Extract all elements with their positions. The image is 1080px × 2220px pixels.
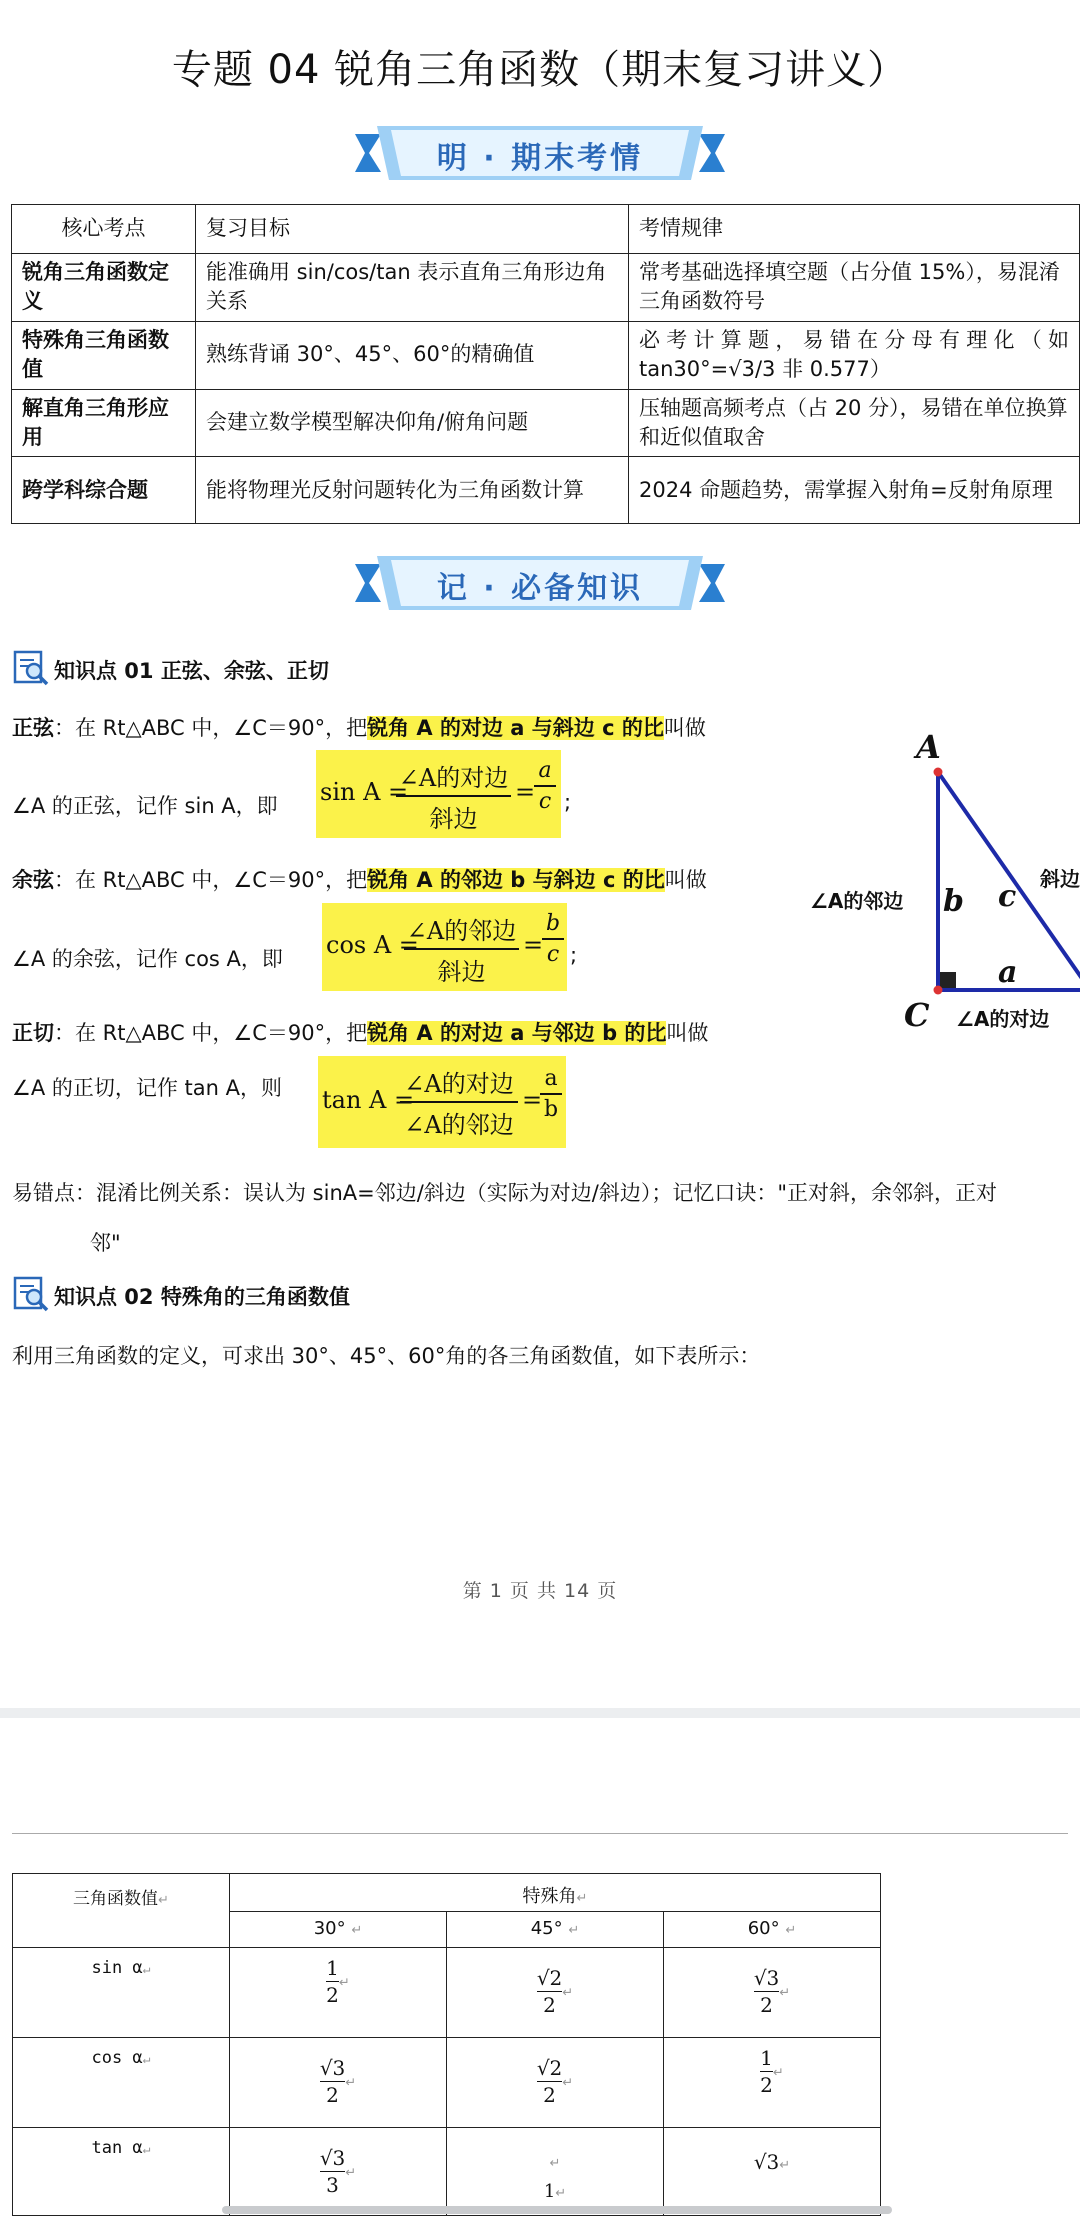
formula-equals: = (523, 931, 544, 959)
angle-header-cell (664, 1912, 881, 1948)
tangent-post: 叫做 (666, 1021, 709, 1045)
special-angle-intro: 利用三角函数的定义，可求出 30°、45°、60°角的各三角函数值，如下表所示： (12, 1344, 761, 1368)
table-cell-topic: 特殊角三角函数值 (12, 321, 196, 389)
angle-header-cell (447, 1912, 664, 1948)
formula-ratio (542, 911, 564, 967)
function-name-cell (13, 2038, 230, 2128)
value-numerator: √3 (319, 2056, 346, 2080)
value-cell (447, 2128, 664, 2216)
semicolon: ; (564, 790, 572, 814)
knowledge-point-title: 知识点 02 特殊角的三角函数值 (54, 1285, 350, 1309)
cosine-text: ：在 Rt△ABC 中，∠C＝90°，把 (54, 868, 368, 892)
paragraph-mark: ↵ (555, 2186, 567, 2201)
fraction-denominator: ∠A的邻边 (404, 1111, 514, 1139)
fraction-bar (534, 785, 556, 787)
value-numerator: √3 (319, 2146, 346, 2170)
corner-text: 三角函数值 (73, 1889, 159, 1909)
table-row (13, 2128, 881, 2216)
value-numerator: √2 (536, 2056, 563, 2080)
paragraph-mark: ↵ (779, 2158, 791, 2173)
semicolon: ; (570, 943, 578, 967)
paragraph-mark: ↵ (779, 1985, 791, 2001)
table-header-cell: 考情规律 (629, 205, 1080, 254)
table-row (13, 1948, 881, 2038)
table-row (12, 457, 1080, 524)
angle-text: 60° (747, 1918, 780, 1939)
table-header-cell: 核心考点 (12, 205, 196, 254)
function-name-cell (13, 2128, 230, 2216)
paragraph-mark: ↵ (345, 2165, 357, 2181)
table-row (12, 389, 1080, 457)
formula-equals: = (522, 1086, 543, 1114)
fraction-denominator: 斜边 (437, 958, 486, 986)
sine-definition-line (12, 712, 706, 742)
cosine-label: 余弦 (12, 868, 54, 892)
sine-notation-text: ∠A 的正弦，记作 sin A，即 (12, 794, 278, 818)
note-line-1: 易错点：混淆比例关系：误认为 sinA=邻边/斜边（实际为对边/斜边）；记忆口诀："正对斜，余邻斜，正对 (12, 1181, 998, 1205)
value-fraction (760, 2046, 773, 2097)
function-name: sin α (91, 1958, 143, 1978)
formula-lhs: tan A = (322, 1086, 415, 1114)
value-denominator: 2 (543, 2083, 556, 2107)
table-cell-pattern: 必考计算题，易错在分母有理化（如 tan30°=√3/3 非 0.577） (629, 321, 1080, 389)
special-angle-table (12, 1873, 881, 2216)
table-cell-goal: 会建立数学模型解决仰角/俯角问题 (196, 389, 629, 457)
paragraph-mark: ↵ (345, 2075, 357, 2091)
function-name: cos α (91, 2048, 143, 2068)
angle-header-cell (230, 1912, 447, 1948)
paragraph-mark: ↵ (142, 2052, 151, 2067)
fraction-bar (326, 1981, 339, 1982)
fraction-bar (754, 1991, 779, 1992)
value-numerator: √2 (536, 1966, 563, 1990)
tangent-formula (318, 1056, 566, 1148)
section-banner-knowledge (355, 550, 725, 616)
value-denominator: 2 (543, 1993, 556, 2017)
table-group-header (230, 1874, 881, 1912)
paragraph-mark: ↵ (351, 1923, 363, 1938)
exam-overview-table (11, 204, 1080, 524)
adjacent-side-label: ∠A的邻边 (810, 889, 904, 913)
ratio-numerator: a (538, 758, 552, 783)
function-name: tan α (91, 2138, 143, 2158)
paragraph-mark: ↵ (772, 2065, 784, 2081)
value-cell (664, 2038, 881, 2128)
cosine-formula (322, 903, 567, 991)
value-fraction (537, 1966, 562, 2017)
formula-fraction (396, 758, 511, 834)
formula-ratio (534, 758, 556, 814)
sine-formula (316, 750, 561, 838)
fraction-bar (537, 1991, 562, 1992)
magnifier-document-icon (12, 649, 50, 687)
paragraph-mark: ↵ (785, 1923, 797, 1938)
value-denominator: 2 (760, 1993, 773, 2017)
opposite-side-label: ∠A的对边 (956, 1007, 1050, 1031)
function-name-cell (13, 1948, 230, 2038)
value-denominator: 2 (760, 2073, 773, 2097)
paragraph-mark: ↵ (158, 1893, 169, 1908)
tangent-text: ：在 Rt△ABC 中，∠C＝90°，把 (54, 1021, 368, 1045)
fraction-bar (320, 2081, 345, 2082)
table-corner-cell (13, 1874, 230, 1948)
fraction-bar (400, 1101, 518, 1103)
tangent-definition-line (12, 1017, 708, 1047)
side-b-label: b (943, 884, 964, 919)
value-text: 1 (543, 2181, 556, 2202)
common-mistake-note (12, 1168, 1072, 1268)
value-denominator: 2 (326, 1983, 339, 2007)
table-header-row (13, 1874, 881, 1912)
table-cell-pattern: 常考基础选择填空题（占分值 15%），易混淆三角函数符号 (629, 254, 1080, 322)
document-title: 专题 04 锐角三角函数（期末复习讲义） (171, 47, 909, 93)
paragraph-mark: ↵ (338, 1975, 350, 1991)
table-cell-pattern: 2024 命题趋势，需掌握入射角=反射角原理 (629, 457, 1080, 524)
side-c-label: c (998, 879, 1017, 914)
value-cell (664, 2128, 881, 2216)
value-fraction (320, 2056, 345, 2107)
fraction-numerator: ∠A的对边 (404, 1070, 514, 1098)
value-cell (230, 2128, 447, 2216)
horizontal-scrollbar[interactable] (222, 2206, 892, 2214)
cosine-notation-line (12, 943, 283, 973)
tangent-notation-line (12, 1072, 282, 1102)
fraction-denominator: 斜边 (429, 805, 478, 833)
value-numerator: 1 (326, 1956, 339, 1980)
paragraph-mark: ↵ (562, 1985, 574, 2001)
table-row (13, 2038, 881, 2128)
cosine-post: 叫做 (664, 868, 707, 892)
header-rule (12, 1833, 1068, 1834)
ratio-denominator: c (538, 789, 552, 814)
angle-text: 45° (530, 1918, 563, 1939)
cosine-highlight: 锐角 A 的邻边 b 与斜边 c 的比 (367, 868, 665, 892)
fraction-bar (540, 1093, 562, 1095)
right-triangle-diagram (800, 720, 1080, 1040)
banner-title-knowledge: 记 · 必备知识 (436, 571, 644, 606)
formula-lhs: cos A = (326, 931, 419, 959)
value-fraction (754, 1966, 779, 2017)
paragraph-mark: ↵ (142, 2142, 151, 2157)
section-banner-exam (355, 120, 725, 186)
table-cell-topic: 解直角三角形应用 (12, 389, 196, 457)
fraction-bar (542, 938, 564, 940)
vertex-a-label: A (916, 728, 941, 766)
value-denominator: 3 (326, 2173, 339, 2197)
sine-text: ：在 Rt△ABC 中，∠C＝90°，把 (54, 716, 368, 740)
value-text: √3 (753, 2150, 780, 2174)
document-page-2 (0, 1718, 1080, 2220)
group-text: 特殊角 (522, 1886, 577, 1907)
formula-ratio (540, 1066, 562, 1122)
value-fraction (326, 1956, 339, 2007)
sine-highlight: 锐角 A 的对边 a 与斜边 c 的比 (367, 716, 664, 740)
page-number: 第 1 页 共 14 页 (462, 1580, 618, 1602)
value-numerator: 1 (760, 2046, 773, 2070)
sine-post: 叫做 (663, 716, 706, 740)
hypotenuse-label: 斜边 (1040, 867, 1080, 891)
fraction-bar (396, 795, 511, 797)
formula-equals: = (515, 778, 536, 806)
table-row (12, 254, 1080, 322)
value-denominator: 2 (326, 2083, 339, 2107)
table-cell-goal: 能准确用 sin/cos/tan 表示直角三角形边角关系 (196, 254, 629, 322)
banner-title-exam: 明 · 期末考情 (436, 141, 644, 176)
fraction-bar (537, 2081, 562, 2082)
cosine-definition-line (12, 864, 707, 894)
fraction-bar (404, 948, 519, 950)
formula-fraction (404, 911, 519, 987)
vertex-c-label: C (904, 996, 930, 1034)
tangent-highlight: 锐角 A 的对边 a 与邻边 b 的比 (367, 1021, 667, 1045)
paragraph-mark: ↵ (568, 1923, 580, 1938)
ratio-numerator: a (544, 1066, 558, 1091)
tangent-notation-text: ∠A 的正切，记作 tan A，则 (12, 1076, 282, 1100)
paragraph-mark: ↵ (142, 1962, 151, 1977)
paragraph-mark: ↵ (562, 2075, 574, 2091)
table-row (12, 321, 1080, 389)
value-fraction (320, 2146, 345, 2197)
sine-label: 正弦 (12, 716, 54, 740)
table-cell-pattern: 压轴题高频考点（占 20 分），易错在单位换算和近似值取舍 (629, 389, 1080, 457)
fraction-numerator: ∠A的邻边 (406, 917, 517, 945)
value-cell (230, 2038, 447, 2128)
value-fraction (537, 2056, 562, 2107)
paragraph-mark: ↵ (576, 1891, 588, 1906)
side-a-label: a (998, 955, 1018, 990)
fraction-numerator: ∠A的对边 (398, 764, 509, 792)
value-cell (664, 1948, 881, 2038)
table-header-row (12, 205, 1080, 254)
paragraph-mark: ↵ (549, 2156, 561, 2171)
table-cell-topic: 跨学科综合题 (12, 457, 196, 524)
sine-notation-line (12, 790, 278, 820)
page-gap (0, 1708, 1080, 1718)
tangent-label: 正切 (12, 1021, 54, 1045)
value-numerator: √3 (753, 1966, 780, 1990)
value-cell (230, 1948, 447, 2038)
table-cell-topic: 锐角三角函数定义 (12, 254, 196, 322)
ratio-numerator: b (545, 911, 561, 936)
table-header-cell: 复习目标 (196, 205, 629, 254)
value-cell (447, 1948, 664, 2038)
magnifier-document-icon (12, 1275, 50, 1313)
note-line-2: 邻" (90, 1231, 121, 1255)
cosine-notation-text: ∠A 的余弦，记作 cos A，即 (12, 947, 283, 971)
knowledge-point-title: 知识点 01 正弦、余弦、正切 (54, 659, 329, 683)
ratio-denominator: c (546, 942, 560, 967)
fraction-bar (320, 2171, 345, 2172)
formula-lhs: sin A = (320, 778, 409, 806)
ratio-denominator: b (543, 1097, 559, 1122)
value-cell (447, 2038, 664, 2128)
table-cell-goal: 能将物理光反射问题转化为三角函数计算 (196, 457, 629, 524)
fraction-bar (760, 2071, 773, 2072)
table-cell-goal: 熟练背诵 30°、45°、60°的精确值 (196, 321, 629, 389)
angle-text: 30° (313, 1918, 346, 1939)
formula-fraction (400, 1064, 518, 1140)
